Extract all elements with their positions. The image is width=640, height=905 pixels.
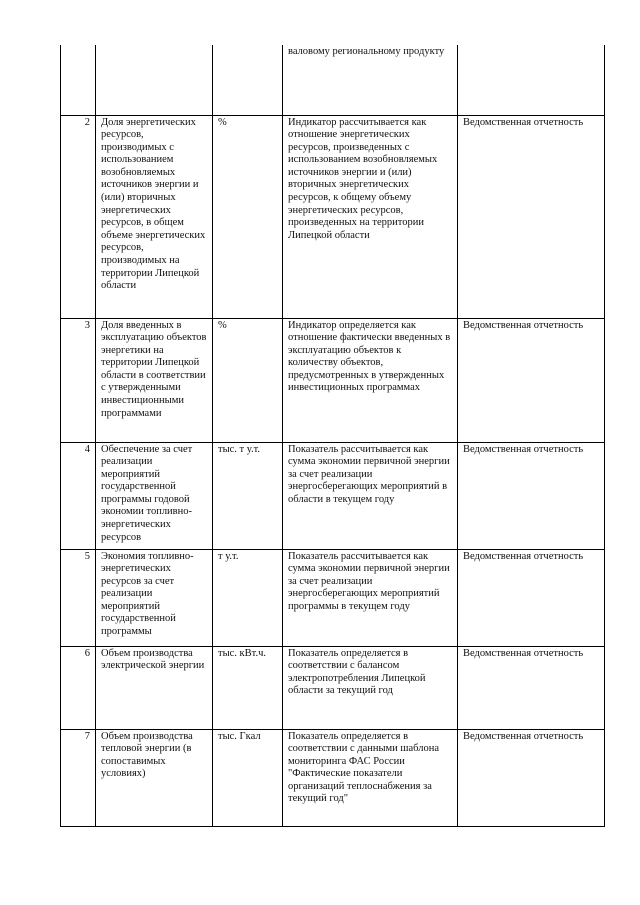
- table-row: [61, 442, 605, 549]
- unit-of-measure: т у.т.: [213, 549, 283, 646]
- table-row: [61, 646, 605, 729]
- indicator-name: [96, 45, 213, 115]
- indicator-name: Обеспечение за счет реализации мероприятий государственной программы годовой экономии топливно-энергетических ресурсов: [96, 442, 213, 549]
- row-number: 5: [61, 549, 96, 646]
- indicator-name: Объем производства электрической энергии: [96, 646, 213, 729]
- calculation-method: Индикатор рассчитывается как отношение энергетических ресурсов, произведенных с использованием возобновляемых источников энергии и (или) вторичных энергетических ресурсов, к общему объему энергетических ресурсов, произведенных на территории Липецкой области: [283, 115, 458, 318]
- unit-of-measure: [213, 45, 283, 115]
- unit-of-measure: тыс. т у.т.: [213, 442, 283, 549]
- calculation-method: Индикатор определяется как отношение фактически введенных в эксплуатацию объектов к количеству объектов, предусмотренных в утвержденных инвестиционных программах: [283, 318, 458, 442]
- indicator-name: Экономия топливно-энергетических ресурсов за счет реализации мероприятий государственной программы: [96, 549, 213, 646]
- calculation-method: Показатель определяется в соответствии с данными шаблона мониторинга ФАС России "Фактические показатели организаций теплоснабжения за текущий год": [283, 729, 458, 826]
- indicator-name: Доля энергетических ресурсов, производимых с использованием возобновляемых источников энергии и (или) вторичных энергетических ресурсов, в общем объеме энергетических ресурсов, производимых на территории Липецкой области: [96, 115, 213, 318]
- row-number: 7: [61, 729, 96, 826]
- data-source: Ведомственная отчетность: [458, 318, 605, 442]
- row-number: 3: [61, 318, 96, 442]
- calculation-method: валовому региональному продукту: [283, 45, 458, 115]
- data-source: Ведомственная отчетность: [458, 646, 605, 729]
- unit-of-measure: %: [213, 318, 283, 442]
- row-number: 2: [61, 115, 96, 318]
- data-source: Ведомственная отчетность: [458, 729, 605, 826]
- row-number: [61, 45, 96, 115]
- unit-of-measure: тыс. Гкал: [213, 729, 283, 826]
- table-row: [61, 115, 605, 318]
- indicator-name: Объем производства тепловой энергии (в сопоставимых условиях): [96, 729, 213, 826]
- table-row: [61, 729, 605, 826]
- calculation-method: Показатель рассчитывается как сумма экономии первичной энергии за счет реализации энергосберегающих мероприятий программы в текущем году: [283, 549, 458, 646]
- table-row: [61, 318, 605, 442]
- row-number: 4: [61, 442, 96, 549]
- calculation-method: Показатель определяется в соответствии с балансом электропотребления Липецкой области за текущий год: [283, 646, 458, 729]
- unit-of-measure: тыс. кВт.ч.: [213, 646, 283, 729]
- indicators-table: [60, 45, 605, 827]
- row-number: 6: [61, 646, 96, 729]
- data-source: [458, 45, 605, 115]
- indicator-name: Доля введенных в эксплуатацию объектов энергетики на территории Липецкой области в соответствии с утвержденными инвестиционными программами: [96, 318, 213, 442]
- table-row: [61, 549, 605, 646]
- calculation-method: Показатель рассчитывается как сумма экономии первичной энергии за счет реализации энергосберегающих мероприятий в области в текущем году: [283, 442, 458, 549]
- unit-of-measure: %: [213, 115, 283, 318]
- data-source: Ведомственная отчетность: [458, 115, 605, 318]
- data-source: Ведомственная отчетность: [458, 442, 605, 549]
- data-source: Ведомственная отчетность: [458, 549, 605, 646]
- table-row: [61, 45, 605, 115]
